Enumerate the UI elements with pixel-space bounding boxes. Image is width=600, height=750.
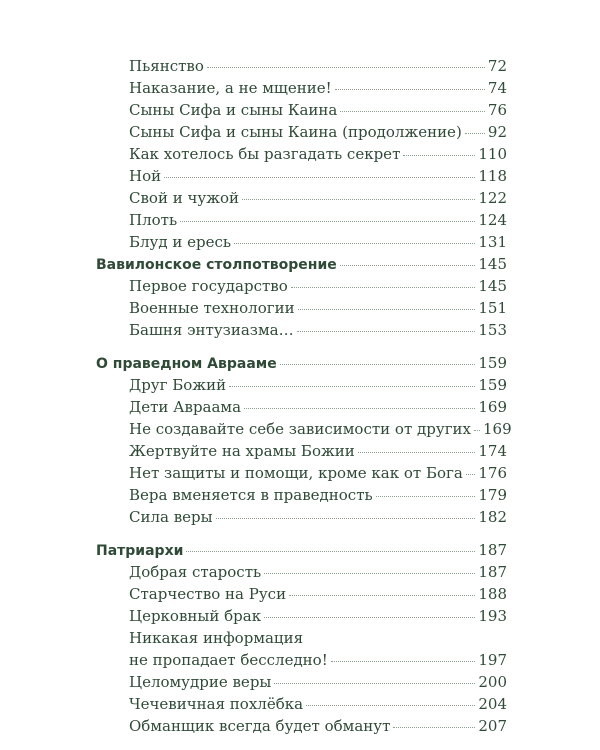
toc-entry: [129, 418, 512, 440]
toc-entry-page: 197: [478, 651, 507, 669]
toc-entry: [129, 506, 507, 528]
dot-leader: [180, 221, 475, 222]
toc-entry-page: 182: [478, 508, 507, 526]
dot-leader: [376, 496, 476, 497]
dot-leader: [264, 617, 475, 618]
toc-entry: [129, 209, 507, 231]
dot-leader: [335, 89, 485, 90]
toc-entry: [129, 165, 507, 187]
toc-entry-title: Друг Божий: [129, 376, 227, 394]
toc-entry: [129, 484, 507, 506]
toc-entry: [129, 649, 507, 671]
dot-leader: [297, 331, 476, 332]
toc-entry: [129, 231, 507, 253]
toc-entry: [129, 99, 507, 121]
toc-entry: [129, 561, 507, 583]
toc-entry-title: Как хотелось бы разгадать секрет: [129, 145, 401, 163]
toc-entry-title: Нет защиты и помощи, кроме как от Бога: [129, 464, 463, 482]
toc-entry-title: Ной: [129, 167, 162, 185]
toc-entry: [129, 583, 507, 605]
toc-entry-page: 124: [478, 211, 507, 229]
toc-entry-title: Сыны Сифа и сыны Каина: [129, 101, 338, 119]
toc-entry: [129, 715, 507, 737]
dot-leader: [474, 430, 480, 431]
toc-entry-page: 72: [487, 57, 507, 75]
toc-section-page: 145: [478, 255, 507, 273]
toc-entry-title: Наказание, а не мщение!: [129, 79, 332, 97]
toc-entry-title: Свой и чужой: [129, 189, 240, 207]
toc-entry: [129, 440, 507, 462]
toc-entry-title: Дети Авраама: [129, 398, 242, 416]
dot-leader: [164, 177, 475, 178]
toc-entry-title: Пьянство: [129, 57, 204, 75]
toc-section-title: Патриархи: [96, 543, 184, 559]
toc-entry-page: 122: [478, 189, 507, 207]
toc-section-title: О праведном Аврааме: [96, 356, 277, 372]
dot-leader: [234, 243, 475, 244]
dot-leader: [403, 155, 475, 156]
toc-entry: [129, 319, 507, 341]
toc-entry: [129, 275, 507, 297]
toc-entry-title-line: Никакая информация: [129, 629, 304, 647]
toc-entry-page: 187: [478, 563, 507, 581]
toc-entry-title: Плоть: [129, 211, 178, 229]
toc-entry-page: 176: [478, 464, 507, 482]
toc-entry-page: 76: [487, 101, 507, 119]
dot-leader: [298, 309, 476, 310]
toc-entry-page: 169: [478, 398, 507, 416]
toc-entry-title: Чечевичная похлёбка: [129, 695, 304, 713]
toc-entry: [129, 374, 507, 396]
toc-entry-title: Блуд и ересь: [129, 233, 232, 251]
toc-entry-page: 131: [478, 233, 507, 251]
dot-leader: [291, 287, 476, 288]
toc-entry: [129, 462, 507, 484]
toc-section-title: Вавилонское столпотворение: [96, 257, 337, 273]
toc-entry: [129, 55, 507, 77]
dot-leader: [264, 573, 475, 574]
toc-entry-page: 74: [487, 79, 507, 97]
toc-entry-title: Первое государство: [129, 277, 288, 295]
toc-entry-title: не пропадает бесследно!: [129, 651, 328, 669]
toc-section-heading: [96, 253, 507, 275]
toc-entry-title: Военные технологии: [129, 299, 295, 317]
dot-leader: [289, 595, 475, 596]
toc-entry-title: Сыны Сифа и сыны Каина (продолжение): [129, 123, 462, 141]
dot-leader: [186, 551, 475, 552]
toc-entry: [129, 77, 507, 99]
toc-entry: [129, 396, 507, 418]
toc-entry-page: 207: [478, 717, 507, 735]
toc-entry-page: 193: [478, 607, 507, 625]
toc-entry-page: 169: [483, 420, 512, 438]
toc-entry-page: 92: [487, 123, 507, 141]
dot-leader: [244, 408, 475, 409]
toc-entry: [129, 121, 507, 143]
toc-entry-title: Добрая старость: [129, 563, 262, 581]
toc-entry-title: Обманщик всегда будет обманут: [129, 717, 391, 735]
toc-entry-page: 159: [478, 376, 507, 394]
toc-section-page: 159: [478, 354, 507, 372]
toc-entry-title: Жертвуйте на храмы Божии: [129, 442, 355, 460]
toc-entry-page: 179: [478, 486, 507, 504]
toc-section-heading: [96, 539, 507, 561]
toc-entry-page: 153: [478, 321, 507, 339]
dot-leader: [207, 67, 485, 68]
dot-leader: [280, 364, 476, 365]
toc-entry: [129, 187, 507, 209]
dot-leader: [340, 265, 476, 266]
toc-entry-page: 151: [478, 299, 507, 317]
dot-leader: [393, 727, 475, 728]
toc-section-heading: [96, 352, 507, 374]
toc-entry: [129, 693, 507, 715]
dot-leader: [274, 683, 475, 684]
dot-leader: [466, 474, 476, 475]
dot-leader: [465, 133, 485, 134]
dot-leader: [331, 661, 476, 662]
toc-section-page: 187: [478, 541, 507, 559]
toc-entry-title: Старчество на Руси: [129, 585, 287, 603]
toc-entry-page: 145: [478, 277, 507, 295]
toc-entry: [129, 605, 507, 627]
toc-entry: [129, 297, 507, 319]
toc-entry-page: 204: [478, 695, 507, 713]
dot-leader: [229, 386, 475, 387]
toc-entry-page: 174: [478, 442, 507, 460]
dot-leader: [216, 518, 476, 519]
dot-leader: [340, 111, 485, 112]
toc-entry-title: Вера вменяется в праведность: [129, 486, 373, 504]
dot-leader: [242, 199, 475, 200]
toc-entry: [129, 143, 507, 165]
toc-entry-page: 118: [478, 167, 507, 185]
toc-entry-title: Церковный брак: [129, 607, 262, 625]
toc-entry-page: 200: [478, 673, 507, 691]
toc-entry-title: Не создавайте себе зависимости от других: [129, 420, 472, 438]
toc-entry-title: Целомудрие веры: [129, 673, 272, 691]
toc-entry: [129, 671, 507, 693]
dot-leader: [306, 705, 475, 706]
toc-entry-page: 188: [478, 585, 507, 603]
dot-leader: [358, 452, 476, 453]
toc-entry-title: Сила веры: [129, 508, 213, 526]
toc-entry-title: Башня энтузиазма…: [129, 321, 294, 339]
toc-entry-page: 110: [478, 145, 507, 163]
